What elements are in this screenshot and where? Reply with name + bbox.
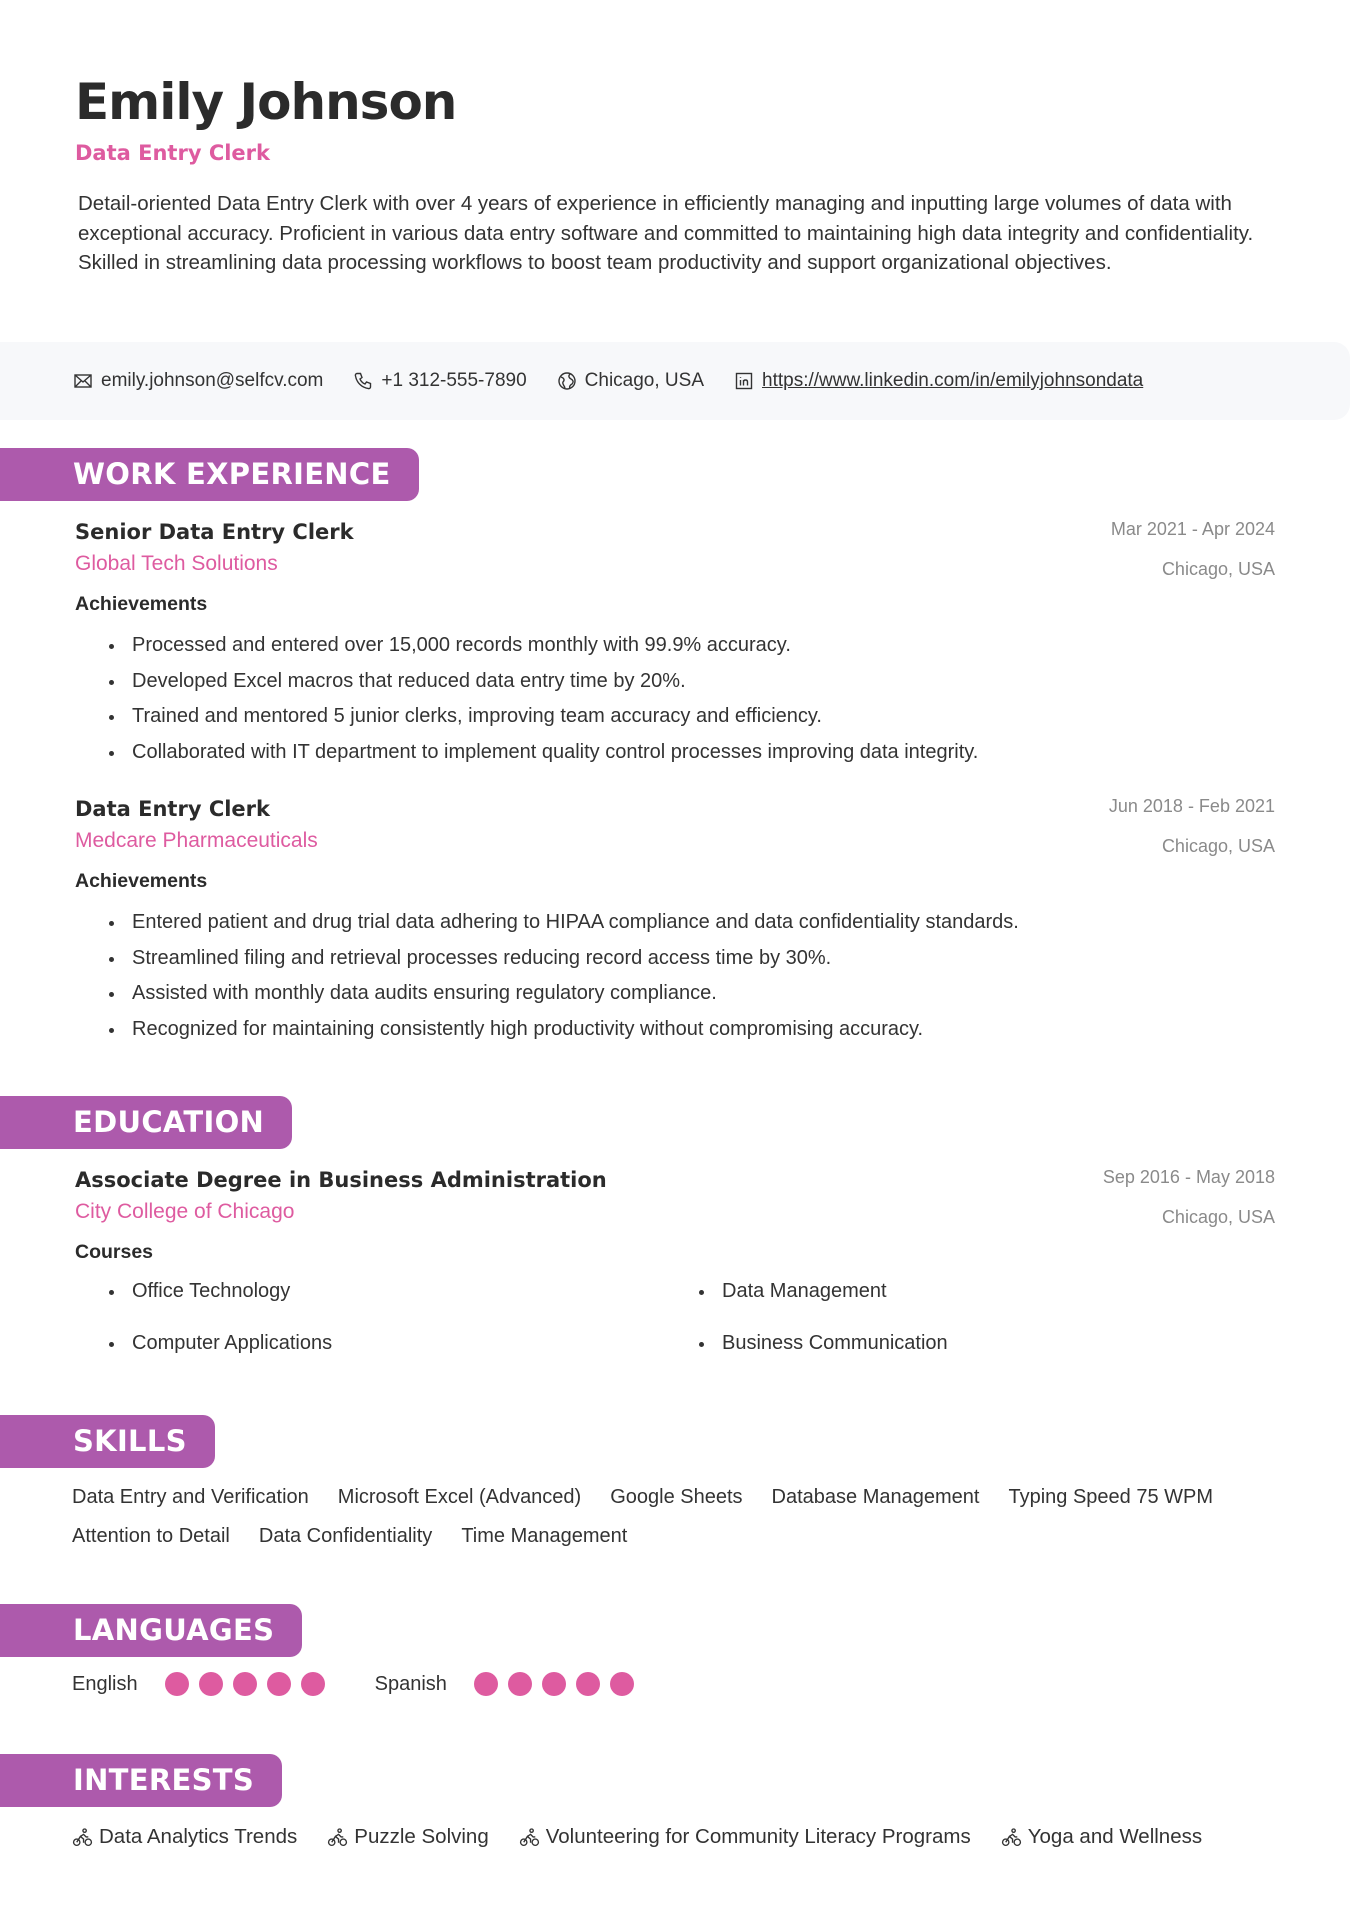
work-meta (1109, 795, 1275, 857)
section-interests: INTERESTS (0, 1754, 282, 1807)
work-location: Chicago, USA (1161, 559, 1275, 579)
location-text: Chicago, USA (584, 370, 704, 391)
achievement-item: Developed Excel macros that reduced data entry time by 20%. (107, 664, 1275, 700)
skill-item: Typing Speed 75 WPM (1008, 1486, 1214, 1508)
cyclist-icon (519, 1827, 540, 1848)
achievements-heading: Achievements (75, 593, 208, 615)
course-item: Office Technology (107, 1274, 697, 1309)
course-item: Business Communication (697, 1326, 1197, 1361)
candidate-name: Emily Johnson (75, 73, 457, 131)
achievement-item: Trained and mentored 5 junior clerks, improving team accuracy and efficiency. (107, 699, 1275, 735)
interest-item (327, 1822, 488, 1852)
interest-item (72, 1822, 297, 1852)
contact-phone[interactable] (353, 370, 526, 392)
course-item: Computer Applications (107, 1326, 697, 1361)
interest-label: Volunteering for Community Literacy Programs (545, 1825, 971, 1848)
achievements-list (107, 905, 1275, 1047)
language-item (72, 1672, 335, 1696)
school: City College of Chicago (75, 1200, 295, 1223)
section-work-experience: WORK EXPERIENCE (0, 448, 419, 501)
rating-dot-icon (267, 1672, 291, 1696)
skill-item: Database Management (771, 1486, 980, 1508)
rating-dot-icon (508, 1672, 532, 1696)
skill-item: Google Sheets (610, 1486, 743, 1508)
education-location: Chicago, USA (1161, 1207, 1275, 1227)
achievement-item: Recognized for maintaining consistently high productivity without compromising accuracy. (107, 1012, 1275, 1048)
section-education: EDUCATION (0, 1096, 292, 1149)
interest-item (519, 1822, 971, 1852)
language-item (375, 1672, 644, 1696)
contact-location (557, 370, 704, 392)
interest-label: Data Analytics Trends (99, 1825, 298, 1848)
skill-item: Data Confidentiality (258, 1525, 433, 1547)
rating-dot-icon (576, 1672, 600, 1696)
rating-dot-icon (542, 1672, 566, 1696)
education-dates: Sep 2016 - May 2018 (1102, 1167, 1275, 1187)
achievements-list (107, 628, 1275, 770)
section-languages: LANGUAGES (0, 1604, 302, 1657)
cyclist-icon (1001, 1827, 1022, 1848)
work-dates: Mar 2021 - Apr 2024 (1110, 519, 1275, 539)
interest-label: Puzzle Solving (354, 1825, 489, 1848)
work-entry (75, 795, 1275, 1047)
rating-dot-icon (233, 1672, 257, 1696)
skill-item: Attention to Detail (72, 1525, 230, 1547)
proficiency-rating (165, 1672, 335, 1696)
rating-dot-icon (474, 1672, 498, 1696)
skills-list (72, 1482, 1222, 1551)
work-location: Chicago, USA (1161, 836, 1275, 856)
contact-bar (0, 342, 1350, 420)
education-meta (1103, 1166, 1275, 1228)
work-role: Senior Data Entry Clerk (75, 520, 354, 544)
work-company: Medcare Pharmaceuticals (75, 829, 318, 852)
rating-dot-icon (610, 1672, 634, 1696)
profile-summary: Detail-oriented Data Entry Clerk with over 4 years of experience in efficiently managing and inputting large volumes of data with exceptional accuracy. Proficient in various data entry software and committed to maintaining high data integrity and confidentiality. Skilled in streamlining data processing workflows to boost team productivity and support organizational objectives. (78, 192, 1254, 274)
phone-text: +1 312-555-7890 (381, 370, 527, 391)
globe-icon (557, 371, 577, 391)
course-item: Data Management (697, 1274, 1197, 1309)
skill-item: Time Management (461, 1525, 628, 1547)
work-role: Data Entry Clerk (75, 797, 270, 821)
section-skills: SKILLS (0, 1415, 215, 1468)
resume-header (0, 0, 1350, 278)
proficiency-rating (474, 1672, 644, 1696)
linkedin-icon (734, 371, 754, 391)
achievement-item: Entered patient and drug trial data adhering to HIPAA compliance and data confidentiality standards. (107, 905, 1275, 941)
degree: Associate Degree in Business Administration (75, 1168, 607, 1192)
linkedin-link[interactable]: https://www.linkedin.com/in/emilyjohnsondata (762, 370, 1144, 391)
courses-heading: Courses (75, 1241, 154, 1263)
contact-linkedin[interactable] (734, 370, 1143, 392)
interests-list (72, 1822, 1232, 1852)
work-meta (1111, 518, 1275, 580)
languages-list (72, 1672, 684, 1696)
achievement-item: Processed and entered over 15,000 records monthly with 99.9% accuracy. (107, 628, 1275, 664)
courses-list (107, 1274, 1275, 1361)
achievement-item: Streamlined filing and retrieval processes reducing record access time by 30%. (107, 941, 1275, 977)
work-dates: Jun 2018 - Feb 2021 (1108, 796, 1275, 816)
phone-icon (353, 371, 373, 391)
achievement-item: Assisted with monthly data audits ensuring regulatory compliance. (107, 976, 1275, 1012)
work-company: Global Tech Solutions (75, 552, 278, 575)
cyclist-icon (72, 1827, 93, 1848)
contact-email[interactable] (73, 370, 323, 392)
email-text: emily.johnson@selfcv.com (101, 370, 324, 391)
interest-label: Yoga and Wellness (1027, 1825, 1203, 1848)
cyclist-icon (327, 1827, 348, 1848)
job-title: Data Entry Clerk (75, 141, 270, 165)
language-name: Spanish (374, 1672, 447, 1695)
language-name: English (72, 1672, 138, 1695)
mail-icon (73, 371, 93, 391)
skill-item: Data Entry and Verification (72, 1486, 309, 1508)
achievement-item: Collaborated with IT department to implement quality control processes improving data integrity. (107, 735, 1275, 771)
work-entry (75, 518, 1275, 770)
rating-dot-icon (165, 1672, 189, 1696)
rating-dot-icon (199, 1672, 223, 1696)
education-entry (75, 1166, 1275, 1361)
skill-item: Microsoft Excel (Advanced) (337, 1486, 582, 1508)
interest-item (1001, 1822, 1202, 1852)
rating-dot-icon (301, 1672, 325, 1696)
achievements-heading: Achievements (75, 870, 208, 892)
